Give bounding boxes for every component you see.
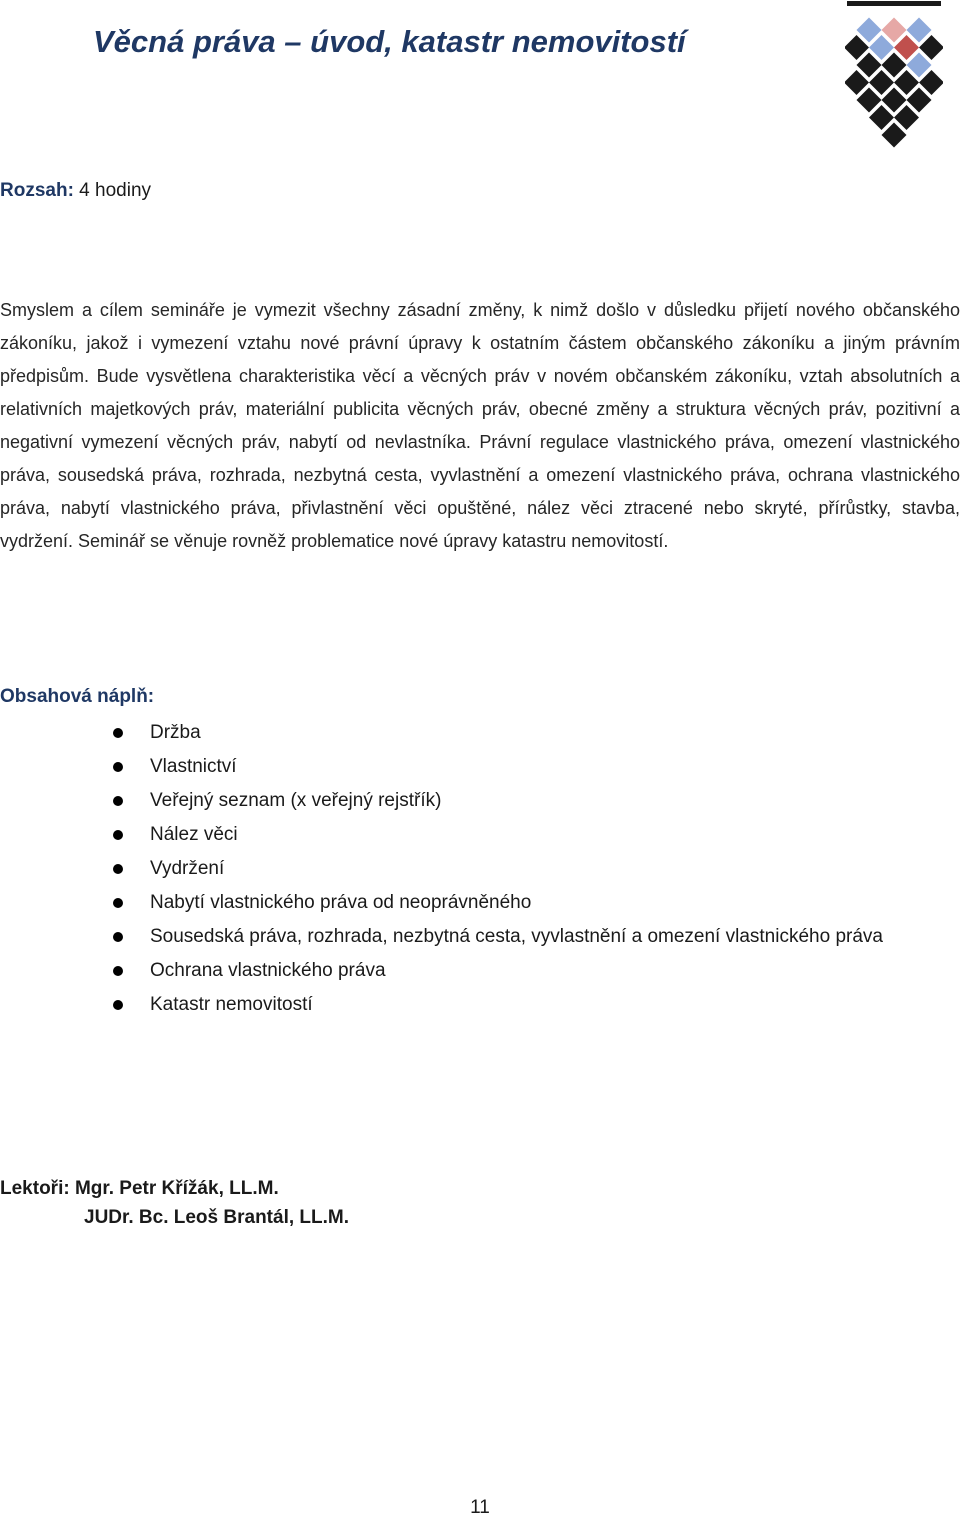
diamond-grid-logo — [845, 0, 943, 155]
list-item-label: Vydržení — [150, 858, 225, 879]
bullet-icon — [113, 796, 123, 806]
page-title: Věcná práva – úvod, katastr nemovitostí — [93, 24, 686, 59]
bullet-icon — [113, 728, 123, 738]
bullet-icon — [113, 830, 123, 840]
list-item-label: Nabytí vlastnického práva od neoprávněného — [150, 892, 532, 913]
bullet-icon — [113, 932, 123, 942]
bullet-icon — [113, 1000, 123, 1010]
bullet-icon — [113, 898, 123, 908]
lecturers-block — [0, 1174, 349, 1232]
list-item — [0, 750, 883, 784]
list-item-label: Ochrana vlastnického práva — [150, 960, 386, 981]
rozsah-label: Rozsah: — [0, 180, 74, 201]
list-item — [0, 954, 883, 988]
lecturer-name: JUDr. Bc. Leoš Brantál, LL.M. — [84, 1207, 349, 1228]
rozsah-line — [0, 180, 151, 202]
list-item-label: Vlastnictví — [150, 756, 237, 777]
bullet-icon — [113, 864, 123, 874]
list-item — [0, 716, 883, 750]
list-item — [0, 920, 883, 954]
page-number: 11 — [470, 1497, 490, 1518]
list-item — [0, 988, 883, 1022]
list-item — [0, 886, 883, 920]
list-item — [0, 784, 883, 818]
topic-list — [0, 716, 883, 1022]
list-item-label: Katastr nemovitostí — [150, 994, 313, 1015]
lecturer-name: Mgr. Petr Křížák, LL.M. — [69, 1178, 279, 1199]
lecturer-row — [0, 1174, 349, 1203]
lecturer-row — [0, 1203, 349, 1232]
list-item — [0, 818, 883, 852]
list-item-label: Nález věci — [150, 824, 238, 845]
logo-top-bar — [847, 1, 941, 6]
content-heading: Obsahová náplň: — [0, 686, 155, 707]
list-item — [0, 852, 883, 886]
rozsah-value: 4 hodiny — [73, 180, 152, 201]
bullet-icon — [113, 966, 123, 976]
bullet-icon — [113, 762, 123, 772]
lecturers-label: Lektoři: — [0, 1178, 70, 1199]
list-item-label: Veřejný seznam (x veřejný rejstřík) — [150, 790, 442, 811]
intro-paragraph: Smyslem a cílem semináře je vymezit všechny zásadní změny, k nimž došlo v důsledku přijetí nového občanského zákoníku, jakož i vymezení vztahu nové právní úpravy k ostatním částem občanského zákoníku a jiným právním předpisům. Bude vysvětlena charakteristika věcí a věcných práv v novém občanském zákoníku, vztah absolutních a relativních majetkových práv, materiální publicita věcných práv, obecné změny a struktura věcných práv, pozitivní a negativní vymezení věcných práv, nabytí od nevlastníka. Právní regulace vlastnického práva, omezení vlastnického práva, sousedská práva, rozhrada, nezbytná cesta, vyvlastnění a omezení vlastnického práva, ochrana vlastnického práva, nabytí vlastnického práva, přivlastnění věci opuštěné, nález věci ztracené nebo skryté, přírůstky, stavba, vydržení. Seminář se věnuje rovněž problematice nové úpravy katastru nemovitostí. — [0, 300, 960, 551]
list-item-label: Držba — [150, 722, 201, 743]
list-item-label: Sousedská práva, rozhrada, nezbytná cesta, vyvlastnění a omezení vlastnického práva — [150, 926, 883, 947]
